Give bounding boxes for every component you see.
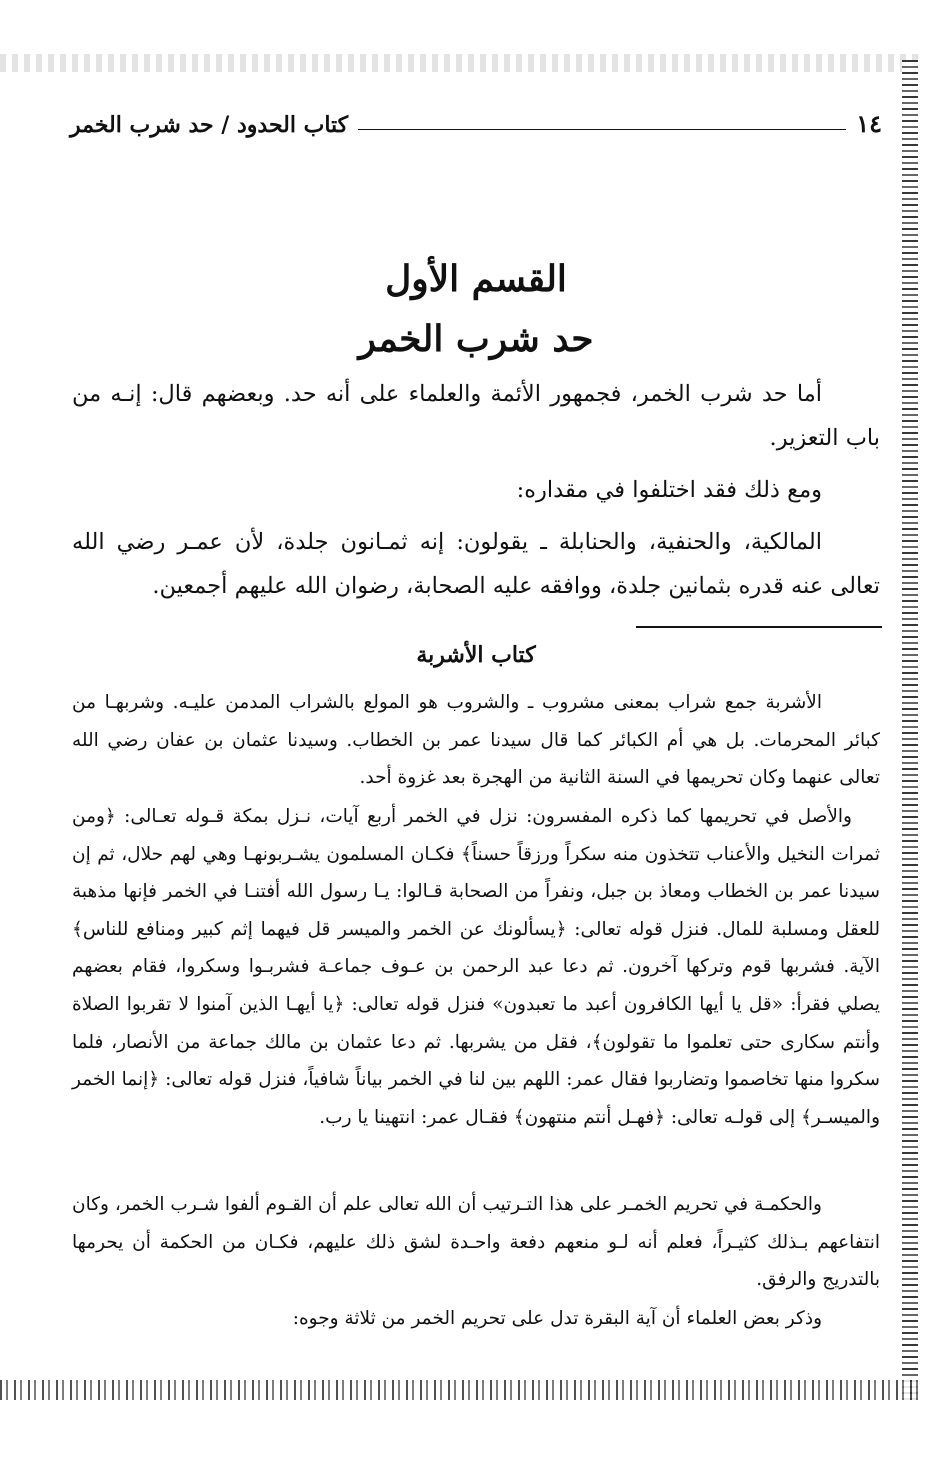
paragraph-2: ومع ذلك فقد اختلفوا في مقداره: (516, 477, 822, 503)
running-header (70, 92, 882, 138)
top-ornamental-border (0, 54, 920, 72)
paragraph-3: المالكية، والحنفية، والحنابلة ـ يقولون: إنه ثمـانون جلدة، لأن عمـر رضي الله تعالى عنه قدره بثمانين جلدة، ووافقه عليه الصحابة، رضوان الله عليهم أجمعين. (72, 529, 880, 599)
paragraph-6: والحكمـة في تحريم الخمـر على هذا التـرتيب أن الله تعالى علم أن القـوم ألفوا شـرب الخمر، وكان انتفاعهم بـذلك كثيـراً، فعلم أنه لـو منعهم دفعة واحـدة لشق ذلك عليهم، فكـان من الحكمة أن يحرمها بالتدريج والرفق. (72, 1194, 880, 1291)
chapter-heading: حد شرب الخمر (358, 318, 594, 360)
section-heading: كتاب الأشربة (416, 642, 536, 668)
running-title: كتاب الحدود / حد شرب الخمر (70, 112, 349, 138)
section-separator (636, 626, 882, 628)
header-rule (358, 129, 846, 130)
paragraph-7: وذكر بعض العلماء أن آية البقرة تدل على تحريم الخمر من ثلاثة وجوه: (292, 1308, 822, 1329)
paragraph-1: أما حد شرب الخمر، فجمهور الأئمة والعلماء على أنه حد. وبعضهم قال: إنـه من باب التعزير. (72, 381, 880, 451)
page-number: ١٤ (856, 109, 882, 138)
bottom-ornamental-border (0, 1380, 920, 1400)
right-ornamental-border (902, 60, 918, 1400)
paragraph-4: الأشربة جمع شراب بمعنى مشروب ـ والشروب هو المولع بالشراب المدمن عليـه. وشربهـا من كبائر المحرمات. بل هي أم الكبائر كما قال سيدنا عمر بن الخطاب. وسيدنا عثمان بن عفان رضي الله تعالى عنهما وكان تحريمها في السنة الثانية من الهجرة بعد غزوة أحد. (72, 692, 880, 789)
paragraph-5: والأصل في تحريمها كما ذكره المفسرون: نزل في الخمر أربع آيات، نـزل بمكة قـوله تعـالى: ﴿ومن ثمرات النخيل والأعناب تتخذون منه سكراً ورزقاً حسناً﴾ فكـان المسلمون يشـربونهـا وهي لهم حلال، ثم إن سيدنا عمر بن الخطاب ومعاذ بن جبل، ونفراً من الصحابة قـالوا: يـا رسول الله أفتنـا في الخمر فإنها مذهبة للعقل ومسلبة للمال. فنزل قوله تعالى: ﴿يسألونك عن الخمر والميسر قل فيهما إثم كبير ومنافع للناس﴾ الآية. فشربها قوم وتركها آخرون. ثم دعا عبد الرحمن بن عـوف جماعـة فشربـوا وسكروا، فقام بعضهم يصلي فقرأ: «قل يا أيها الكافرون أعبد ما تعبدون» فنزل قوله تعالى: ﴿يا أيهـا الذين آمنوا لا تقربوا الصلاة وأنتم سكارى حتى تعلموا ما تقولون﴾، فقل من يشربها. ثم دعا عثمان بن مالك جماعة من الأنصار، فلما سكروا منها تخاصموا وتضاربوا فقال عمر: اللهم بين لنا في الخمر بياناً شافياً، فنزل قوله تعالى: ﴿إنما الخمر والميسـر﴾ إلى قولـه تعالى: ﴿فهـل أنتم منتهون﴾ فقـال عمر: انتهينا يا رب. (72, 806, 880, 1128)
part-heading: القسم الأول (385, 258, 567, 300)
